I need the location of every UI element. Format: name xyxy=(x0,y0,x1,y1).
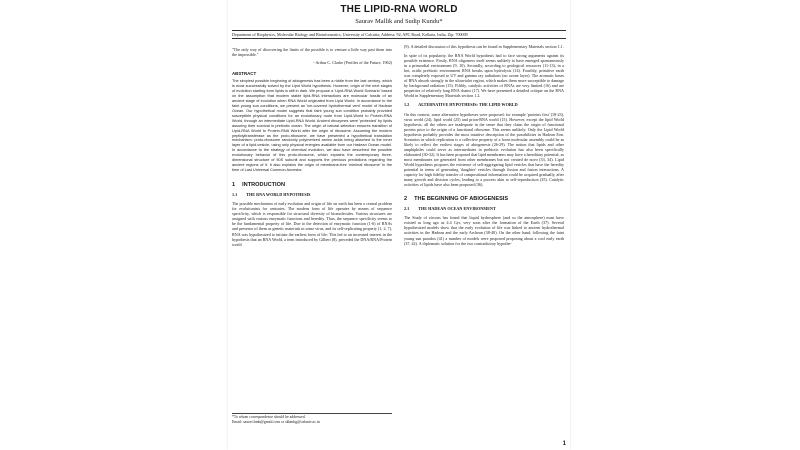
body-paragraph: In spite of its popularity, the RNA World hypothesis had to face strong arguments against its possible existence. Firstly, RNA oligomers itself seems unlikely to have emerged spontaneously in a primordial environment (9, 10). Secondly, according to geological resources (11-13), in a hot, acidic prebiotic environment RNA breaks upon hydrolysis (14). Fourthly, primitive earth was completely exposed to UV and gamma ray radiations (no ozone layer). The aromatic bases of RNA absorb strongly in the ultraviolet region, which makes them more susceptible to damage by background radiation (15). Fifthly, catalytic activities of RNAs are very limited (16) and are properties of relatively long RNA chains (17). We have presented a detailed critique on the RNA World in Supplementary Materials section 1.2. xyxy=(404,53,564,99)
paper-authors: Saurav Mallik and Sudip Kundu* xyxy=(355,18,443,25)
footnote-correspondence: *To whom correspondence should be addressed. xyxy=(232,415,306,419)
paper-title: THE LIPID-RNA WORLD xyxy=(340,4,458,15)
epigraph-attribution: - Arthur C. Clarke (Profiles of the Future, 1962) xyxy=(313,60,392,65)
subsection-heading xyxy=(232,192,392,197)
section-number: 1 xyxy=(232,182,236,189)
subsection-number: 1.1 xyxy=(232,192,238,198)
subsection-heading xyxy=(404,206,564,211)
subsection-title: ALTERNATIVE HYPOTHESIS: THE LIPID WORLD xyxy=(418,102,518,108)
section-number: 2 xyxy=(404,196,408,203)
affiliation: Department of Biophysics, Molecular Biology and Bioinformatics, University of Calcutta; Address: 92, APC Road, Kolkata, India, Zip: 700009 xyxy=(232,30,566,39)
body-paragraph: The possible mechanism of early evolution and origin of life on earth has been a central problem for evolutionists for centuries. The modern form of life operates by means of sequence specificity, which is responsible for structural diversity of biomolecules. Various structures are assigned with various enzymatic functions and heredity. Thus, the sequence specificity seems to be the fundamental property of life. Due to the detection of enzymatic function (1-6) of RNAs and presence of them as genetic materials in some virus, and its self-replicating property (1, 2, 7), RNA was hypothesized to initiate the earliest form of life: This led to an increased interest in the hypothesis that an RNA World, a term introduced by Gilbert (8), preceded the DNA/RNA/Protein world xyxy=(232,201,393,247)
subsection-number: 2.1 xyxy=(404,206,410,212)
page-number: 1 xyxy=(562,441,566,447)
subsection-heading xyxy=(404,102,564,107)
paper-page xyxy=(228,0,570,450)
body-paragraph: The Study of zircons has found that liquid hydrosphere (and so the atmosphere) must have existed as long ago as 4.4 Gyr, very soon after the formation of the Earth (37). Several hypothesized models show that the early evolution of life was linked to ancient hydrothermal activities in the Hadean and the early Archean (38-40). On the other hand, following the faint young sun paradox (41) a number of models were proposed proposing about a cool early earth (37, 42). A diplomatic solution for the two contradictory hypothe- xyxy=(404,215,564,246)
right-column xyxy=(404,44,564,250)
abstract-heading: ABSTRACT xyxy=(232,71,257,76)
body-paragraph: On this context, some alternative hypotheses were proposed: for example 'proteins first' (18-23), virus world (24), lipid world (25) and prion-RNA world (15). However, except the lipid World hypothesis, all the others are inadequate in the sense that they claim the origin of functional protein prior to the origin of a functional ribosome. This seems unlikely. Only the Lipid World hypothesis probably provides the most intuitive description of the possibilities in Hadean Eon. Scenarios in which replication is a collective property of a loose molecular assembly could be as likely to reflect the earliest stages of abiogenesis (26-29). The notion that lipids and other amphiphiles could serve as intermediates in prebiotic evolution has also been specifically elaborated (30-32). It has been proposed that lipid membranes may have a hereditary potential, as most membranes are generated from other membranes but not created de novo (33, 34). Lipid World hypothesis proposes the existence of self-aggregating lipid vesicles that have the heredity potential in terms of generating 'daughter' vesicles through fission and fusion interactions. A capacity for high fidelity transfer of compositional information could be acquired gradually, after many growth and division cycles, leading to a process akin to self-reproduction (35). Catalytic activities of lipids have also been proposed (36). xyxy=(404,111,564,188)
subsection-title: THE RNA WORLD HYPOTHESIS xyxy=(246,192,311,198)
section-title: INTRODUCTION xyxy=(242,182,286,189)
left-column xyxy=(232,44,392,251)
subsection-number: 1.2 xyxy=(404,102,410,108)
subsection-title: THE HADEAN OCEAN ENVIRONMENT xyxy=(418,206,496,212)
footnote xyxy=(232,413,392,424)
footnote-email: Email: saurav.bmb@gmail.com or skbmbg@caluniv.ac.in xyxy=(232,419,320,424)
section-title: THE BEGINNING OF ABIOGENESIS xyxy=(414,196,509,203)
epigraph-quote: "The only way of discovering the limits of the possible is to venture a little way past them into the impossible." xyxy=(232,47,392,57)
section-heading xyxy=(232,183,392,188)
abstract-text: The simplest possible beginning of abiogenesis has been a riddle from the last century, which is most successfully solved by the Lipid World hypothesis. However, origin of the next stages of evolution starting form lipids is still in dark. We propose a 'Lipid-RNA World Scenario' based on the assumption that modern stable lipid-RNA interactions are molecular fossils of an ancient stage of evolution when RNA World originated from Lipid World. In accordance to the faint young sun conditions, we present an 'ice-covered hydrothermal vent' model of Hadean Ocean. Our hypothetical model suggests that faint young sun condition probably provided susceptible physical conditions for an evolutionary route from Lipid-World to Protein-RNA World, through an intermediate Lipid-RNA World. Ancient ribozymes were 'protected' by lipids assuring their survival in prebiotic ocean. The origin of natural selection ensures transition of Lipid-RNA World to Protein-RNA World after the origin of ribosome. Assuming the modern peptidyltransferase as the proto-ribosome, we have presented a hypothetical translation mechanism: proto-ribosome randomly polymerized amino acids being attached to the inner layer of a lipid-vesicle, using only physical energies available from our Hadean Ocean model. In accordance to the strategy of chemical evolution, we also have described the possible evolutionary behavior of this proto-ribosome, which explains the contemporary three-dimensional structure of 50S subunit and supports the previous predictions regarding the ancient regions of it. It also explains the origin of membrane-free 'minimal ribosome' in the time of Last Universal Common Ancestor. xyxy=(232,79,392,173)
body-paragraph: (9). A detailed discussion of this hypothesis can be found in Supplementary Materials section 1.1. xyxy=(404,44,564,49)
section-heading xyxy=(404,197,564,202)
